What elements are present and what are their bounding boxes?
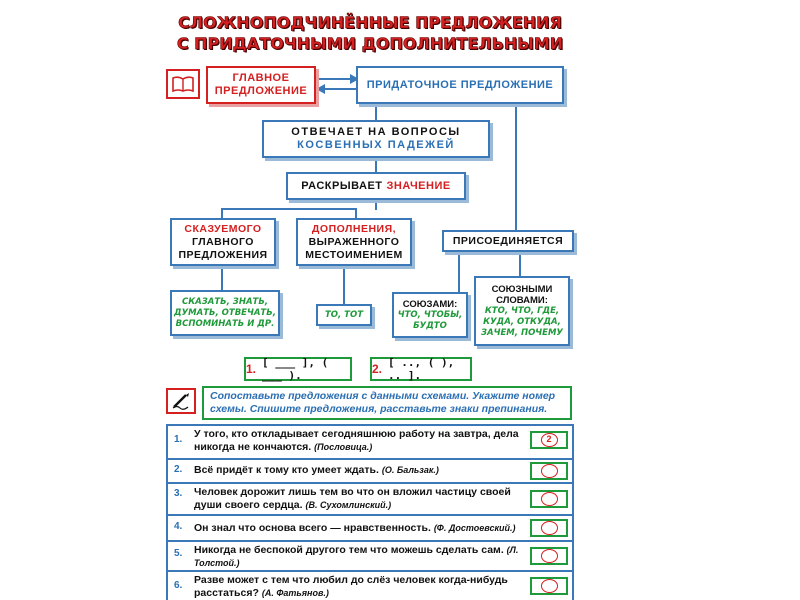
task-item-6-text-block [194,574,524,600]
connector-attaches-right [519,250,521,278]
reveals-prefix: РАСКРЫВАЕТ [301,179,383,192]
answers-questions-box [262,120,490,158]
reveals-meaning-box [286,172,466,200]
connector-reveals-down [375,200,377,210]
pronouns-example-box [316,304,372,326]
conjunctions-box [392,292,468,338]
verbs-line-3: ВСПОМИНАТЬ И ДР. [175,318,275,329]
attaches-label: ПРИСОЕДИНЯЕТСЯ [452,234,564,247]
connector-object-to-pronouns [343,266,345,306]
main-clause-line-2: ПРЕДЛОЖЕНИЕ [214,85,308,97]
subordinate-clause-box [356,66,564,104]
reveals-highlight: ЗНАЧЕНИЕ [386,179,451,192]
task-item-5-text: Никогда не беспокой другого тем что можешь сделать сам. [194,544,504,556]
pen-icon [166,388,196,414]
conjunctions-label: СОЮЗАМИ: [402,298,458,310]
task-list [166,424,574,600]
verbs-line-2: ДУМАТЬ, ОТВЕЧАТЬ, [174,307,276,318]
schema-1-box [244,357,352,381]
pronouns-example-text: ТО, ТОТ [324,309,364,320]
conjunctive-words-line-3: ЗАЧЕМ, ПОЧЕМУ [481,327,563,338]
main-clause-line-1: ГЛАВНОЕ [232,72,290,84]
task-item-4-answer-field[interactable] [530,519,568,537]
page-title-line-2: С ПРИДАТОЧНЫМИ ДОПОЛНИТЕЛЬНЫМИ [176,34,564,53]
task-item-6-answer-field[interactable] [530,577,568,595]
task-item-6-text: Разве может с тем что любил до слёз человек когда-нибудь расстаться? [194,574,508,599]
task-item-2-text-block [194,464,524,477]
task-item-6-number: 6. [174,580,183,591]
task-item-3-text-block [194,486,524,512]
schema-2-pattern: [ .., ( ), .. ]. [388,356,455,382]
task-item-5-source: (Л. Толстой.) [194,545,519,568]
schema-1-number: 1. [246,362,257,376]
predicate-line-3: ПРЕДЛОЖЕНИЯ [178,248,268,261]
task-item-2-number: 2. [174,464,183,475]
task-item-5 [168,540,572,570]
object-box [296,218,412,266]
object-line-1: ДОПОЛНЕНИЯ, [311,222,397,235]
task-item-2-text: Всё придёт к тому кто умеет ждать. [194,464,379,476]
conjunctive-words-line-1: КТО, ЧТО, ГДЕ, [484,305,560,316]
schema-1-pattern: [ ___ ], ( ___ ). [262,356,329,382]
book-icon [166,69,200,99]
task-item-3-text: Человек дорожит лишь тем во что он вложил частицу своей души своего сердца. [194,486,511,511]
task-item-3-source: (В. Сухомлинский.) [305,500,392,510]
task-item-1 [168,424,572,458]
conjunctive-words-line-2: КУДА, ОТКУДА, [483,316,561,327]
conjunctions-line-1: ЧТО, ЧТОБЫ, [397,309,463,320]
task-item-1-source: (Пословица.) [314,442,373,452]
task-instruction: Сопоставьте предложения с данными схемами. Укажите номер схемы. Спишите предложения, расставьте знаки препинания. [202,386,572,420]
task-item-5-number: 5. [174,548,183,559]
task-item-2 [168,458,572,482]
task-item-2-answer-field[interactable] [530,462,568,480]
page-title-line-1: СЛОЖНОПОДЧИНЁННЫЕ ПРЕДЛОЖЕНИЯ [178,13,562,32]
predicate-line-2: ГЛАВНОГО [192,235,254,248]
task-item-3-number: 3. [174,488,183,499]
connector-questions-to-reveals [375,158,377,172]
connector-predicate-to-verbs [221,266,223,292]
schema-2-box [370,357,472,381]
task-item-6-answer [541,579,558,593]
conjunctive-words-label-2: СЛОВАМИ: [496,294,548,306]
task-item-2-source: (О. Бальзак.) [381,465,439,475]
task-item-1-answer: 2 [541,433,558,447]
task-item-4-text-block [194,522,524,535]
task-item-1-text-block [194,428,524,454]
task-item-6 [168,570,572,600]
schema-2-number: 2. [372,362,383,376]
task-item-5-text-block [194,544,524,570]
predicate-line-1: СКАЗУЕМОГО [184,222,262,235]
task-item-1-number: 1. [174,434,183,445]
main-clause-box [206,66,316,104]
task-panel [166,386,574,600]
connector-sub-to-attaches [515,104,517,230]
task-item-1-answer-field[interactable] [530,431,568,449]
task-item-5-answer [541,549,558,563]
task-item-2-answer [541,464,558,478]
subordinate-clause-label: ПРИДАТОЧНОЕ ПРЕДЛОЖЕНИЕ [366,78,554,91]
answers-line-1: ОТВЕЧАЕТ НА ВОПРОСЫ [291,126,461,138]
arrow-left-icon [316,84,326,94]
connector-reveals-horizontal [221,208,355,210]
conjunctions-line-2: БУДТО [413,320,447,331]
task-item-1-text: У того, кто откладывает сегодняшнюю работу на завтра, дела никогда не кончаются. [194,428,519,453]
object-line-2: ВЫРАЖЕННОГО [308,235,400,248]
conjunctive-words-label-1: СОЮЗНЫМИ [491,283,553,295]
task-item-6-source: (А. Фатьянов.) [261,588,329,598]
verbs-line-1: СКАЗАТЬ, ЗНАТЬ, [181,296,269,307]
task-item-4-number: 4. [174,521,183,532]
verbs-example-box [170,290,280,336]
object-line-3: МЕСТОИМЕНИЕМ [305,248,403,261]
conjunctive-words-box [474,276,570,346]
task-item-4-source: (Ф. Достоевский.) [433,523,516,533]
task-item-4-text: Он знал что основа всего — нравственность. [194,522,431,534]
task-item-5-answer-field[interactable] [530,547,568,565]
attaches-box [442,230,574,252]
task-item-3 [168,482,572,514]
task-item-3-answer-field[interactable] [530,490,568,508]
task-item-3-answer [541,492,558,506]
task-item-4 [168,514,572,540]
answers-line-2: КОСВЕННЫХ ПАДЕЖЕЙ [297,139,455,151]
predicate-box [170,218,276,266]
connector-attaches-left [458,250,460,294]
task-item-4-answer [541,521,558,535]
